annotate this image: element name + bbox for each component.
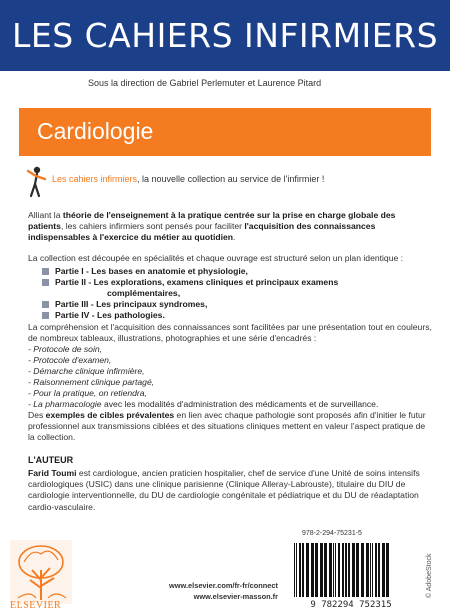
- p1-text-3: .: [233, 232, 236, 243]
- barcode-bar: [294, 543, 295, 597]
- publisher-urls: [150, 580, 278, 602]
- barcode-bar: [333, 543, 334, 597]
- barcode-bar: [370, 543, 371, 597]
- p1-bold-1: théorie de l'enseignement à la pratique centrée sur la prise en charge globale des patients: [28, 210, 396, 232]
- p4-text-1: Des: [28, 410, 46, 420]
- structure-paragraph: La collection est découpée en spécialités et chaque ouvrage est structuré selon un plan identique :: [28, 253, 404, 263]
- barcode-bar: [382, 543, 385, 597]
- barcode-bar: [345, 543, 347, 597]
- barcode-bar: [352, 543, 355, 597]
- barcode-bar: [372, 543, 373, 597]
- square-bullet-icon: [42, 301, 49, 308]
- barcode: [286, 541, 416, 609]
- barcode-bar: [338, 543, 340, 597]
- examples-paragraph: [28, 410, 432, 444]
- features-list: [28, 344, 432, 411]
- barcode-bar: [329, 543, 332, 597]
- barcode-bar: [361, 543, 364, 597]
- photo-credit: [426, 520, 440, 598]
- author-heading: L'AUTEUR: [28, 455, 74, 465]
- p1-text-1: Alliant la: [28, 210, 63, 220]
- barcode-bar: [302, 543, 304, 597]
- barcode-digits: 9 782294 752315: [310, 600, 392, 609]
- series-directors: Sous la direction de Gabriel Perlemuter et Laurence Pitard: [88, 78, 322, 88]
- photo-credit-text: © AdobeStock: [426, 553, 433, 598]
- lead-rest: , la nouvelle collection au service de l'infirmier !: [137, 174, 325, 184]
- square-bullet-icon: [42, 268, 49, 275]
- p4-bold: exemples de cibles prévalentes: [45, 410, 175, 420]
- title-band: [19, 108, 431, 156]
- barcode-bar: [299, 543, 301, 597]
- list-item: [42, 299, 432, 310]
- barcode-bar: [342, 543, 344, 597]
- part-label: Partie III - Les principaux syndromes,: [55, 299, 208, 310]
- author-bio: [28, 468, 432, 513]
- list-item: [28, 399, 432, 410]
- url-link[interactable]: www.elsevier.com/fr-fr/connect: [169, 581, 278, 590]
- part-label: Partie II - Les explorations, examens cliniques et principaux examens: [55, 277, 339, 288]
- barcode-bar: [375, 543, 377, 597]
- square-bullet-icon: [42, 279, 49, 286]
- list-item: - Protocole de soin,: [28, 344, 103, 354]
- barcode-bar: [356, 543, 359, 597]
- barcode-bar: [315, 543, 318, 597]
- isbn: 978-2-294-75231-5: [302, 530, 362, 537]
- elsevier-tree-logo-icon: [10, 540, 72, 604]
- list-item: - Protocole d'examen,: [28, 355, 112, 366]
- barcode-bar: [386, 543, 389, 597]
- intro-paragraph: [28, 210, 432, 244]
- barcode-bar: [320, 543, 323, 597]
- list-item: - Raisonnement clinique partagé,: [28, 377, 155, 388]
- list-item: - Démarche clinique infirmière,: [28, 366, 145, 377]
- list-item: - Pour la pratique, on retiendra,: [28, 388, 147, 399]
- lead-accent: Les cahiers infirmiers: [52, 174, 138, 184]
- features-paragraph: La compréhension et l'acquisition des connaissances sont facilitées par une présentation tout en couleurs, de nombreux tableaux, illustrations, photographies et une série d'encadrés :: [28, 322, 432, 344]
- url-link[interactable]: www.elsevier-masson.fr: [193, 592, 278, 601]
- list-item: [42, 310, 432, 321]
- series-header-band: [0, 0, 450, 71]
- p1-bold-2: l'acquisition des connaissances indispensables à l'exercice du métier au quotidien: [28, 221, 376, 243]
- barcode-bar: [348, 543, 350, 597]
- series-title: LES CAHIERS INFIRMIERS: [11, 16, 439, 55]
- author-name: Farid Toumi: [28, 468, 77, 478]
- barcode-bar: [366, 543, 369, 597]
- barcode-bar: [335, 543, 336, 597]
- part-label: Partie I - Les bases en anatomie et physiologie,: [55, 266, 248, 276]
- publisher-logo-text: ELSEVIER: [10, 600, 62, 611]
- part-sublabel: complémentaires,: [107, 288, 181, 299]
- barcode-bar: [306, 543, 309, 597]
- list-item: [42, 277, 432, 299]
- parts-list: [42, 266, 432, 321]
- collection-lead: [28, 174, 438, 184]
- barcode-bar: [324, 543, 327, 597]
- barcode-bar: [378, 543, 380, 597]
- book-title: Cardiologie: [37, 118, 154, 144]
- list-item: [42, 266, 432, 277]
- p4-text-2: en lien avec chaque pathologie sont proposés afin d'initier le futur professionnel aux transmissions ciblées et des situations cliniques mettent en valeur l'aspect pratique de la collection.: [28, 410, 426, 443]
- barcode-bar: [296, 543, 297, 597]
- p1-text-2: , les cahiers infirmiers sont pensés pour faciliter: [60, 221, 245, 232]
- part-label: Partie IV - Les pathologies.: [55, 310, 165, 321]
- feature-italic: - La pharmacologie: [28, 399, 102, 410]
- barcode-bar: [311, 543, 314, 597]
- feature-rest: avec les modalités d'administration des médicaments et de surveillance.: [101, 399, 379, 410]
- author-bio-text: est cardiologue, ancien praticien hospitalier, chef de service d'une Unité de soins intensifs cardiologiques (USIC) dans une clinique parisienne (Clinique Alleray-Labrouste), titulaire du DIU de cardiologie interventionnelle, du DU de cardiologie congénitale et pédiatrique et du DU de réadaptation cardio-vasculaire.: [28, 468, 420, 512]
- square-bullet-icon: [42, 312, 49, 319]
